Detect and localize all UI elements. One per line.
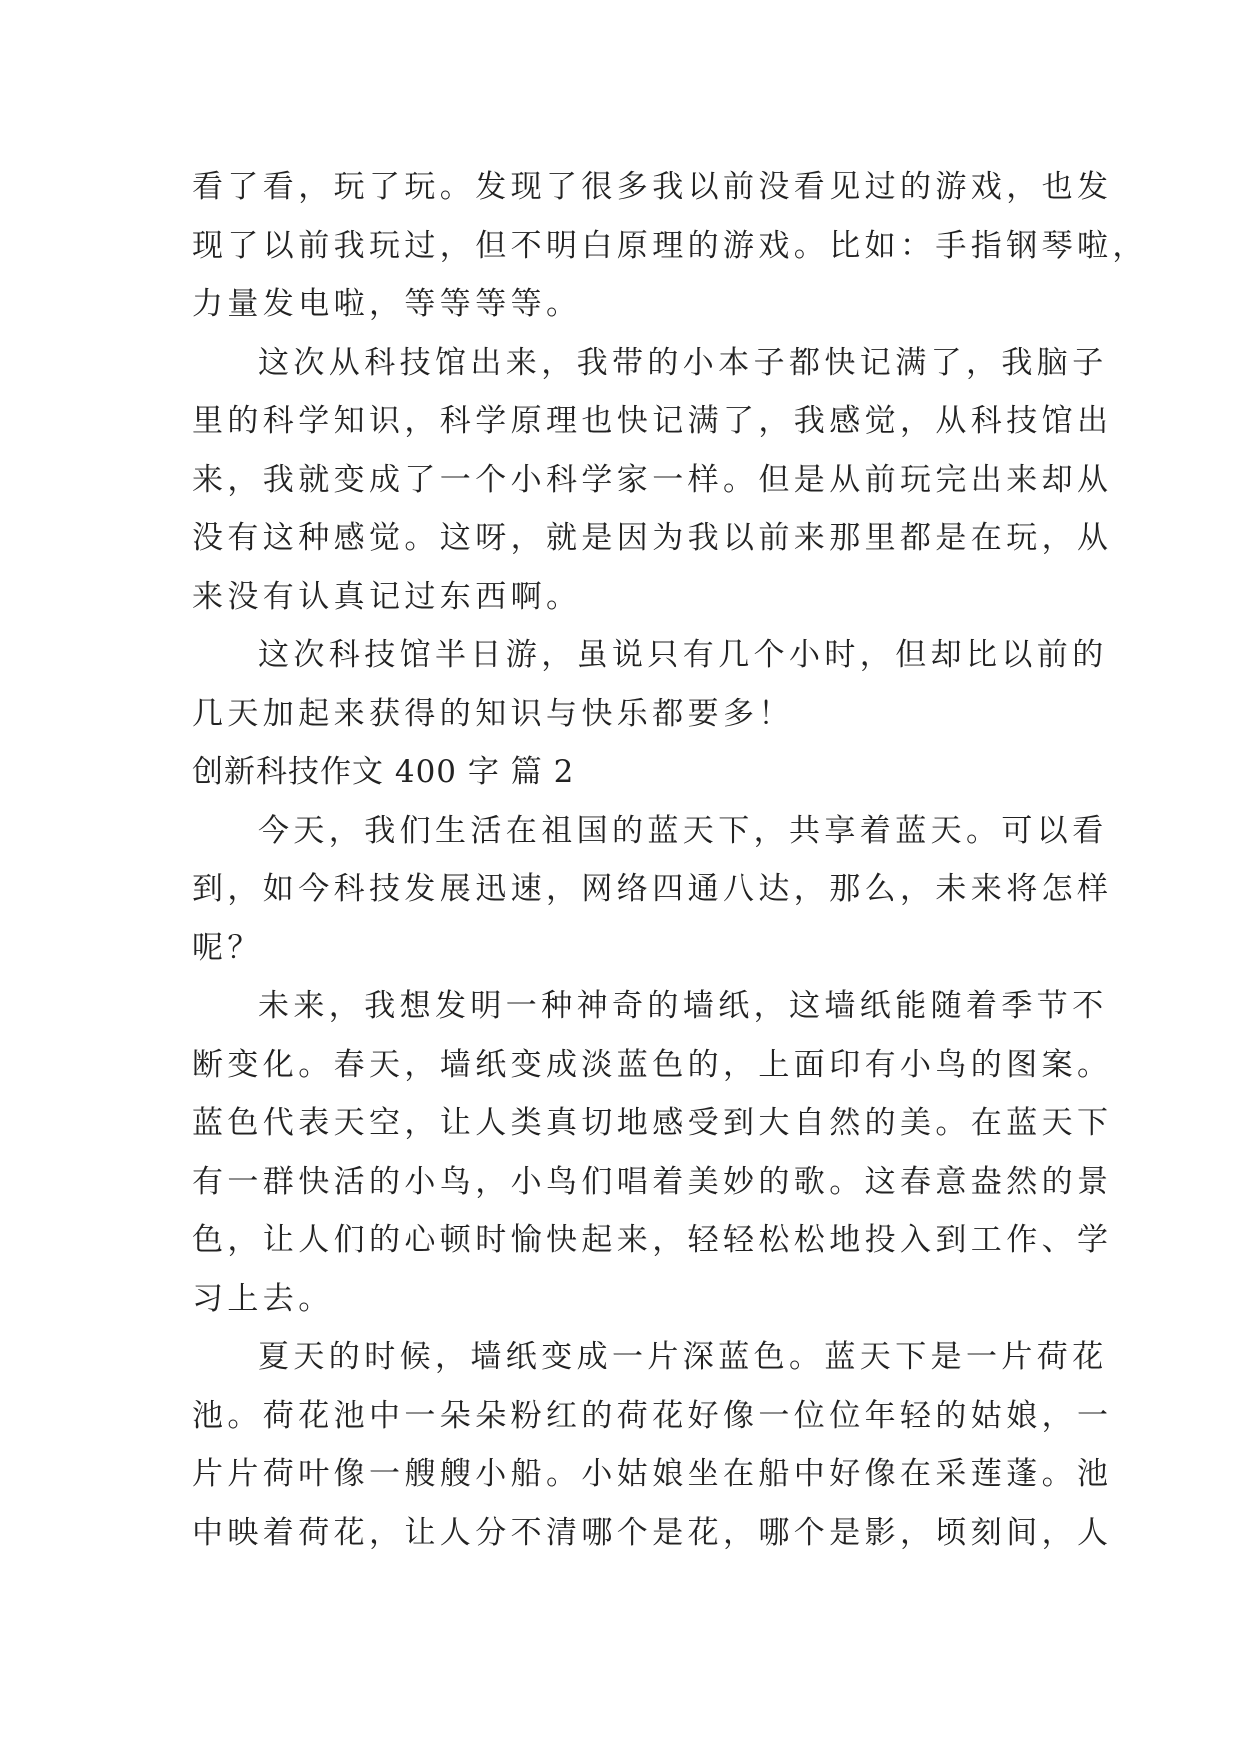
paragraph-first-line: 这次从科技馆出来，我带的小本子都快记满了，我脑子 xyxy=(258,344,1108,381)
text-line: 断变化。春天，墙纸变成淡蓝色的，上面印有小鸟的图案。 xyxy=(192,1046,1113,1083)
document-body xyxy=(192,158,1148,1562)
text-line: 里的科学知识，科学原理也快记满了，我感觉，从科技馆出 xyxy=(192,403,1113,439)
paragraph-first-line: 未来，我想发明一种神奇的墙纸，这墙纸能随着季节不 xyxy=(258,988,1108,1024)
text-line: 有一群快活的小鸟，小鸟们唱着美妙的歌。这春意盎然的景 xyxy=(192,1163,1113,1200)
section-heading: 创新科技作文 400 字 篇 2 xyxy=(192,754,575,790)
text-line: 池。荷花池中一朵朵粉红的荷花好像一位位年轻的姑娘，一 xyxy=(192,1397,1113,1434)
text-line: 力量发电啦，等等等等。 xyxy=(192,286,582,322)
text-line: 习上去。 xyxy=(192,1280,334,1317)
text-line: 现了以前我玩过，但不明白原理的游戏。比如：手指钢琴啦， xyxy=(192,227,1148,264)
paragraph-first-line: 这次科技馆半日游，虽说只有几个小时，但却比以前的 xyxy=(258,637,1108,673)
paragraph-first-line: 夏天的时候，墙纸变成一片深蓝色。蓝天下是一片荷花 xyxy=(258,1339,1108,1375)
text-line: 片片荷叶像一艘艘小船。小姑娘坐在船中好像在采莲蓬。池 xyxy=(192,1456,1113,1492)
text-line: 呢？ xyxy=(192,929,263,966)
text-line: 蓝色代表天空，让人类真切地感受到大自然的美。在蓝天下 xyxy=(192,1105,1113,1141)
text-line: 来没有认真记过东西啊。 xyxy=(192,578,582,615)
text-line: 几天加起来获得的知识与快乐都要多！ xyxy=(192,695,794,732)
text-line: 色，让人们的心顿时愉快起来，轻轻松松地投入到工作、学 xyxy=(192,1222,1113,1258)
paragraph-first-line: 今天，我们生活在祖国的蓝天下，共享着蓝天。可以看 xyxy=(258,812,1108,849)
text-line: 中映着荷花，让人分不清哪个是花，哪个是影，顷刻间，人 xyxy=(192,1514,1113,1551)
text-line: 到，如今科技发展迅速，网络四通八达，那么，未来将怎样 xyxy=(192,871,1113,907)
text-line: 看了看，玩了玩。发现了很多我以前没看见过的游戏，也发 xyxy=(192,169,1113,205)
text-line: 来，我就变成了一个小科学家一样。但是从前玩完出来却从 xyxy=(192,461,1113,498)
text-line: 没有这种感觉。这呀，就是因为我以前来那里都是在玩，从 xyxy=(192,520,1113,556)
